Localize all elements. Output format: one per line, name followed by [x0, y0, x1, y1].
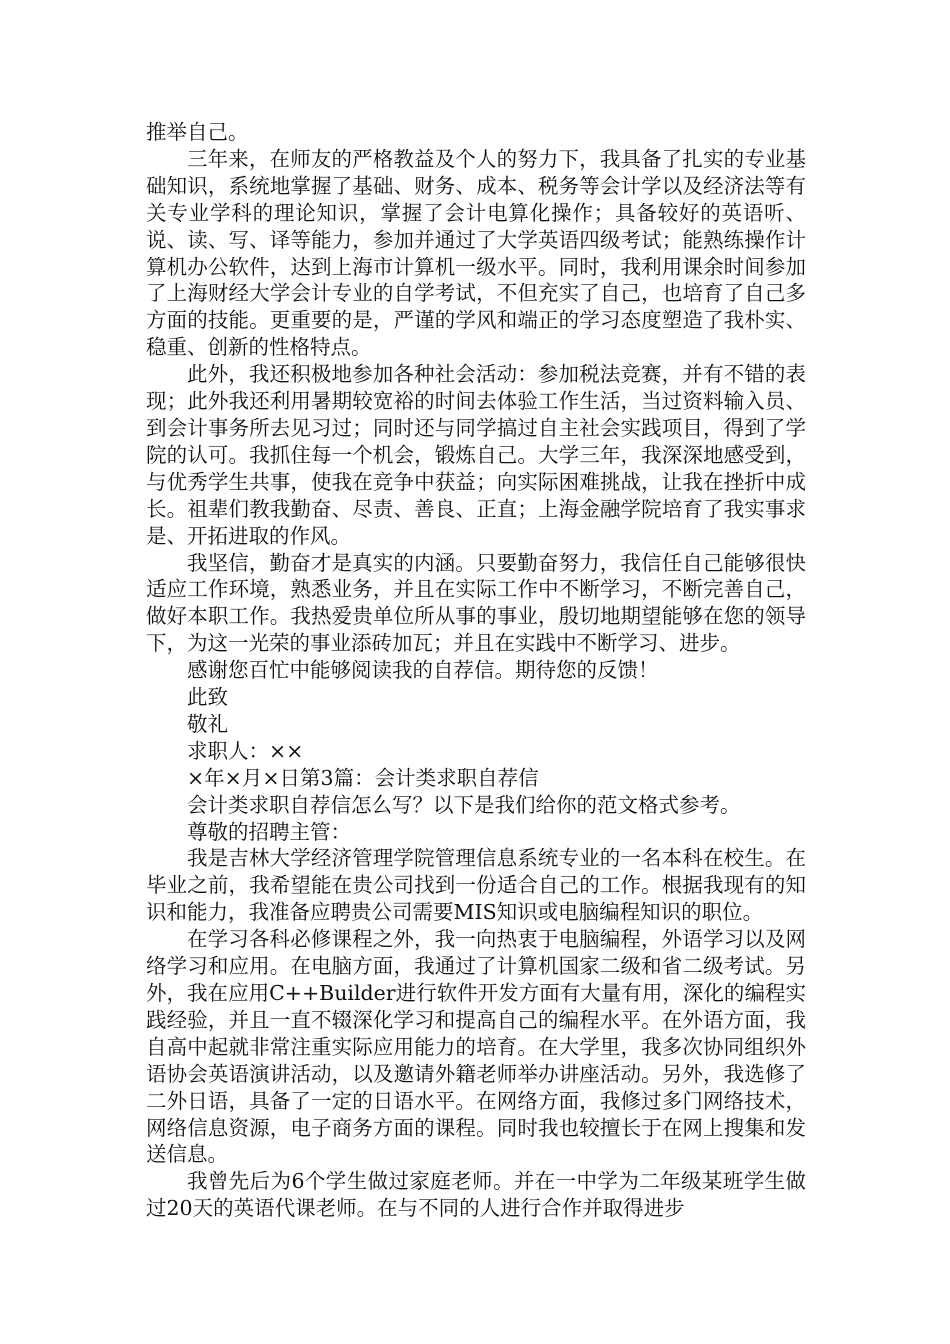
paragraph-belief: 我坚信，勤奋才是真实的内涵。只要勤奋努力，我信任自己能够很快适应工作环境，熟悉业务，并且在实际工作中不断学习，不断完善自己，做好本职工作。我热爱贵单位所从事的事业，殷切地期望能够在您的领导下，为这一光荣的事业添砖加瓦；并且在实践中不断学习、进步。 [146, 550, 806, 656]
paragraph-continuation: 推举自己。 [146, 120, 249, 144]
paragraph-self-introduction: 我是吉林大学经济管理学院管理信息系统专业的一名本科在校生。在毕业之前，我希望能在贵公司找到一份适合自己的工作。根据我现有的知识和能力，我准备应聘贵公司需要MIS知识或电脑编程知识的职位。 [146, 846, 806, 925]
section-intro: 会计类求职自荐信怎么写？以下是我们给你的范文格式参考。 [187, 792, 741, 817]
paragraph-experience: 我曾先后为6个学生做过家庭老师。并在一中学为二年级某班学生做过20天的英语代课老师。在与不同的人进行合作并取得进步 [146, 1169, 806, 1221]
document-body [146, 119, 806, 1222]
date-and-section-title: ×年×月×日第3篇：会计类求职自荐信 [187, 765, 539, 790]
closing-cizhi: 此致 [187, 685, 228, 710]
signature-line: 求职人：×× [187, 738, 304, 763]
paragraph-thanks: 感谢您百忙中能够阅读我的自荐信。期待您的反馈！ [187, 658, 659, 683]
paragraph-study-achievements: 三年来，在师友的严格教益及个人的努力下，我具备了扎实的专业基础知识，系统地掌握了基础、财务、成本、税务等会计学以及经济法等有关专业学科的理论知识，掌握了会计电算化操作；具备较好的英语听、说、读、写、译等能力，参加并通过了大学英语四级考试；能熟练操作计算机办公软件，达到上海市计算机一级水平。同时，我利用课余时间参加了上海财经大学会计专业的自学考试，不但充实了自己，也培育了自己多方面的技能。更重要的是，严谨的学风和端正的学习态度塑造了我朴实、稳重、创新的性格特点。 [146, 146, 806, 360]
paragraph-social-activities: 此外，我还积极地参加各种社会活动：参加税法竞赛，并有不错的表现；此外我还利用暑期较宽裕的时间去体验工作生活，当过资料输入员、到会计事务所去见习过；同时还与同学搞过自主社会实践项目，得到了学院的认可。我抓住每一个机会，锻炼自己。大学三年，我深深地感受到，与优秀学生共事，使我在竞争中获益；向实际困难挑战，让我在挫折中成长。祖辈们教我勤奋、尽责、善良、正直；上海金融学院培育了我实事求是、开拓进取的作风。 [146, 362, 806, 548]
salutation: 尊敬的招聘主管： [187, 819, 351, 844]
closing-jingli: 敬礼 [187, 711, 228, 736]
paragraph-skills: 在学习各科必修课程之外，我一向热衷于电脑编程，外语学习以及网络学习和应用。在电脑方面，我通过了计算机国家二级和省二级考试。另外，我在应用C++Builder进行软件开发方面有大量有用，深化的编程实践经验，并且一直不辍深化学习和提高自己的编程水平。在外语方面，我自高中起就非常注重实际应用能力的培育。在大学里，我多次协同组织外语协会英语演讲活动，以及邀请外籍老师举办讲座活动。另外，我选修了二外日语，具备了一定的日语水平。在网络方面，我修过多门网络技术，网络信息资源，电子商务方面的课程。同时我也较擅长于在网上搜集和发送信息。 [146, 927, 806, 1167]
